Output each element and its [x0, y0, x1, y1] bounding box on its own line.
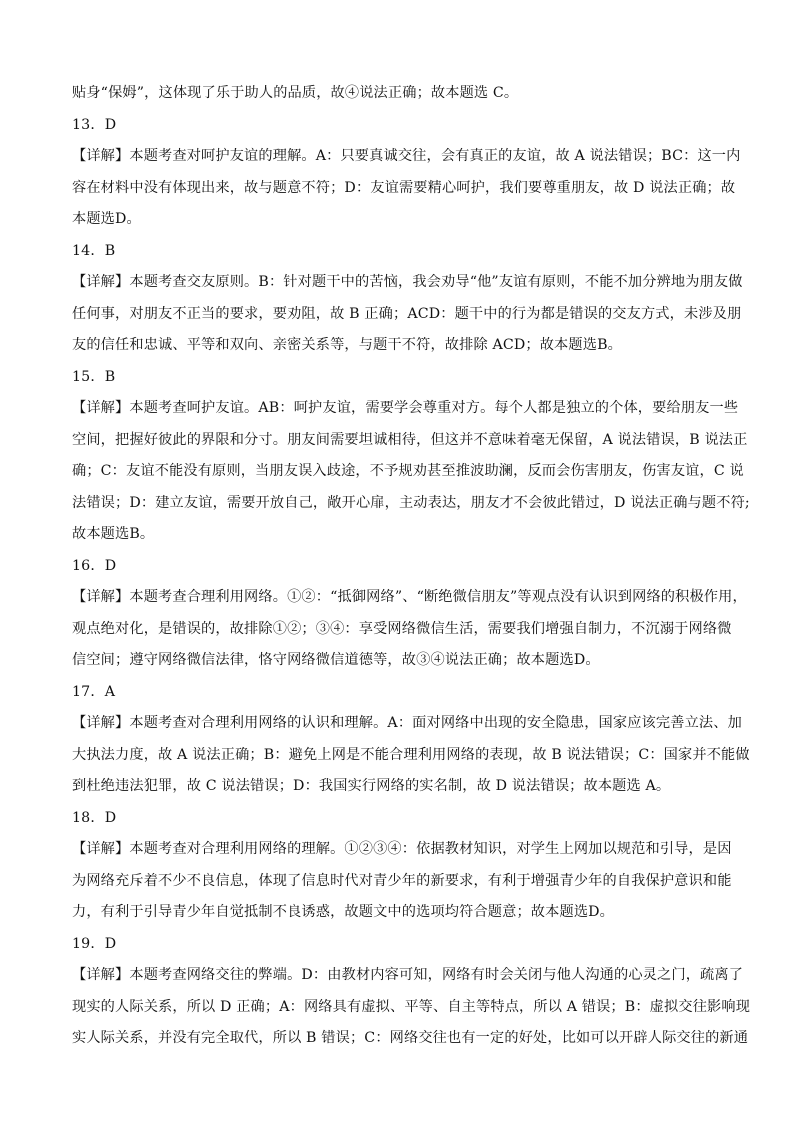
- question-number: 19．D: [72, 935, 117, 952]
- text-line: 力，有利于引导青少年自觉抵制不良诱惑，故题文中的选项均符合题意；故本题选D。: [72, 904, 615, 920]
- question-number: 17．A: [72, 683, 116, 700]
- text-line: 友的信任和忠诚、平等和双向、亲密关系等，与题干不符，故排除 ACD；故本题选B。: [72, 337, 622, 353]
- text-line: 【详解】本题考查对合理利用网络的认识和理解。A：面对网络中出现的安全隐患，国家应该完善立法、加: [72, 715, 742, 731]
- question-number: 14．B: [72, 242, 116, 259]
- text-line: 【详解】本题考查交友原则。B：针对题干中的苦恼，我会劝导“他”友谊有原则，不能不加分辨地为朋友做: [72, 274, 743, 290]
- text-line: 实人际关系，并没有完全取代，所以 B 错误；C：网络交往也有一定的好处，比如可以开辟人际交往的新通: [72, 1030, 749, 1046]
- text-line: 【详解】本题考查对合理利用网络的理解。①②③④：依据教材知识，对学生上网加以规范和引导，是因: [72, 841, 732, 857]
- text-line: 任何事，对朋友不正当的要求，要劝阻，故 B 正确；ACD：题干中的行为都是错误的交友方式，未涉及朋: [72, 305, 742, 322]
- text-line: 观点绝对化，是错误的，故排除①②；③④：享受网络微信生活，需要我们增强自制力，不沉溺于网络微: [72, 620, 732, 637]
- text-line: 容在材料中没有体现出来，故与题意不符；D：友谊需要精心呵护，我们要尊重朋友，故 D 说法正确；故: [72, 179, 736, 196]
- text-line: 到杜绝违法犯罪，故 C 说法错误；D：我国实行网络的实名制，故 D 说法错误；故本题选 A。: [72, 778, 671, 794]
- text-line: 信空间；遵守网络微信法律，恪守网络微信道德等，故③④说法正确；故本题选D。: [72, 652, 600, 668]
- text-line: 法错误；D：建立友谊，需要开放自己，敞开心扉，主动表达，朋友才不会彼此错过，D 说法正确与题不符;: [72, 494, 750, 511]
- text-line: 贴身“保姆”，这体现了乐于助人的品质，故④说法正确；故本题选 C。: [72, 85, 519, 101]
- text-line: 空间，把握好彼此的界限和分寸。朋友间需要坦诚相待，但这并不意味着毫无保留，A 说法错误，B 说法正: [72, 431, 748, 448]
- text-line: 为网络充斥着不少不良信息，体现了信息时代对青少年的新要求，有利于增强青少年的自我保护意识和能: [72, 872, 732, 889]
- text-line: 【详解】本题考查网络交往的弊端。D：由教材内容可知，网络有时会关闭与他人沟通的心灵之门，疏离了: [72, 967, 744, 983]
- question-number: 18．D: [72, 809, 117, 826]
- text-line: 故本题选B。: [72, 526, 155, 542]
- text-line: 【详解】本题考查呵护友谊。AB：呵护友谊，需要学会尊重对方。每个人都是独立的个体，要给朋友一些: [72, 400, 739, 416]
- text-line: 【详解】本题考查对呵护友谊的理解。A：只要真诚交往，会有真正的友谊，故 A 说法错误；BC：这一内: [72, 148, 741, 164]
- text-line: 【详解】本题考查合理利用网络。①②：“抵御网络”、“断绝微信朋友”等观点没有认识到网络的积极作用，: [72, 589, 747, 605]
- question-number: 16．D: [72, 557, 117, 574]
- question-number: 15．B: [72, 368, 116, 385]
- answer-document: [72, 78, 751, 1055]
- text-line: 确；C：友谊不能没有原则，当朋友误入歧途，不予规劝甚至推波助澜，反而会伤害朋友，伤害友谊，C 说: [72, 463, 744, 479]
- text-line: 现实的人际关系，所以 D 正确；A：网络具有虚拟、平等、自主等特点，所以 A 错误；B：虚拟交往影响现: [72, 998, 751, 1015]
- text-line: 大执法力度，故 A 说法正确；B：避免上网是不能合理利用网络的表现，故 B 说法错误；C：国家并不能做: [72, 746, 750, 763]
- text-line: 本题选D。: [72, 211, 141, 227]
- question-number: 13．D: [72, 116, 117, 133]
